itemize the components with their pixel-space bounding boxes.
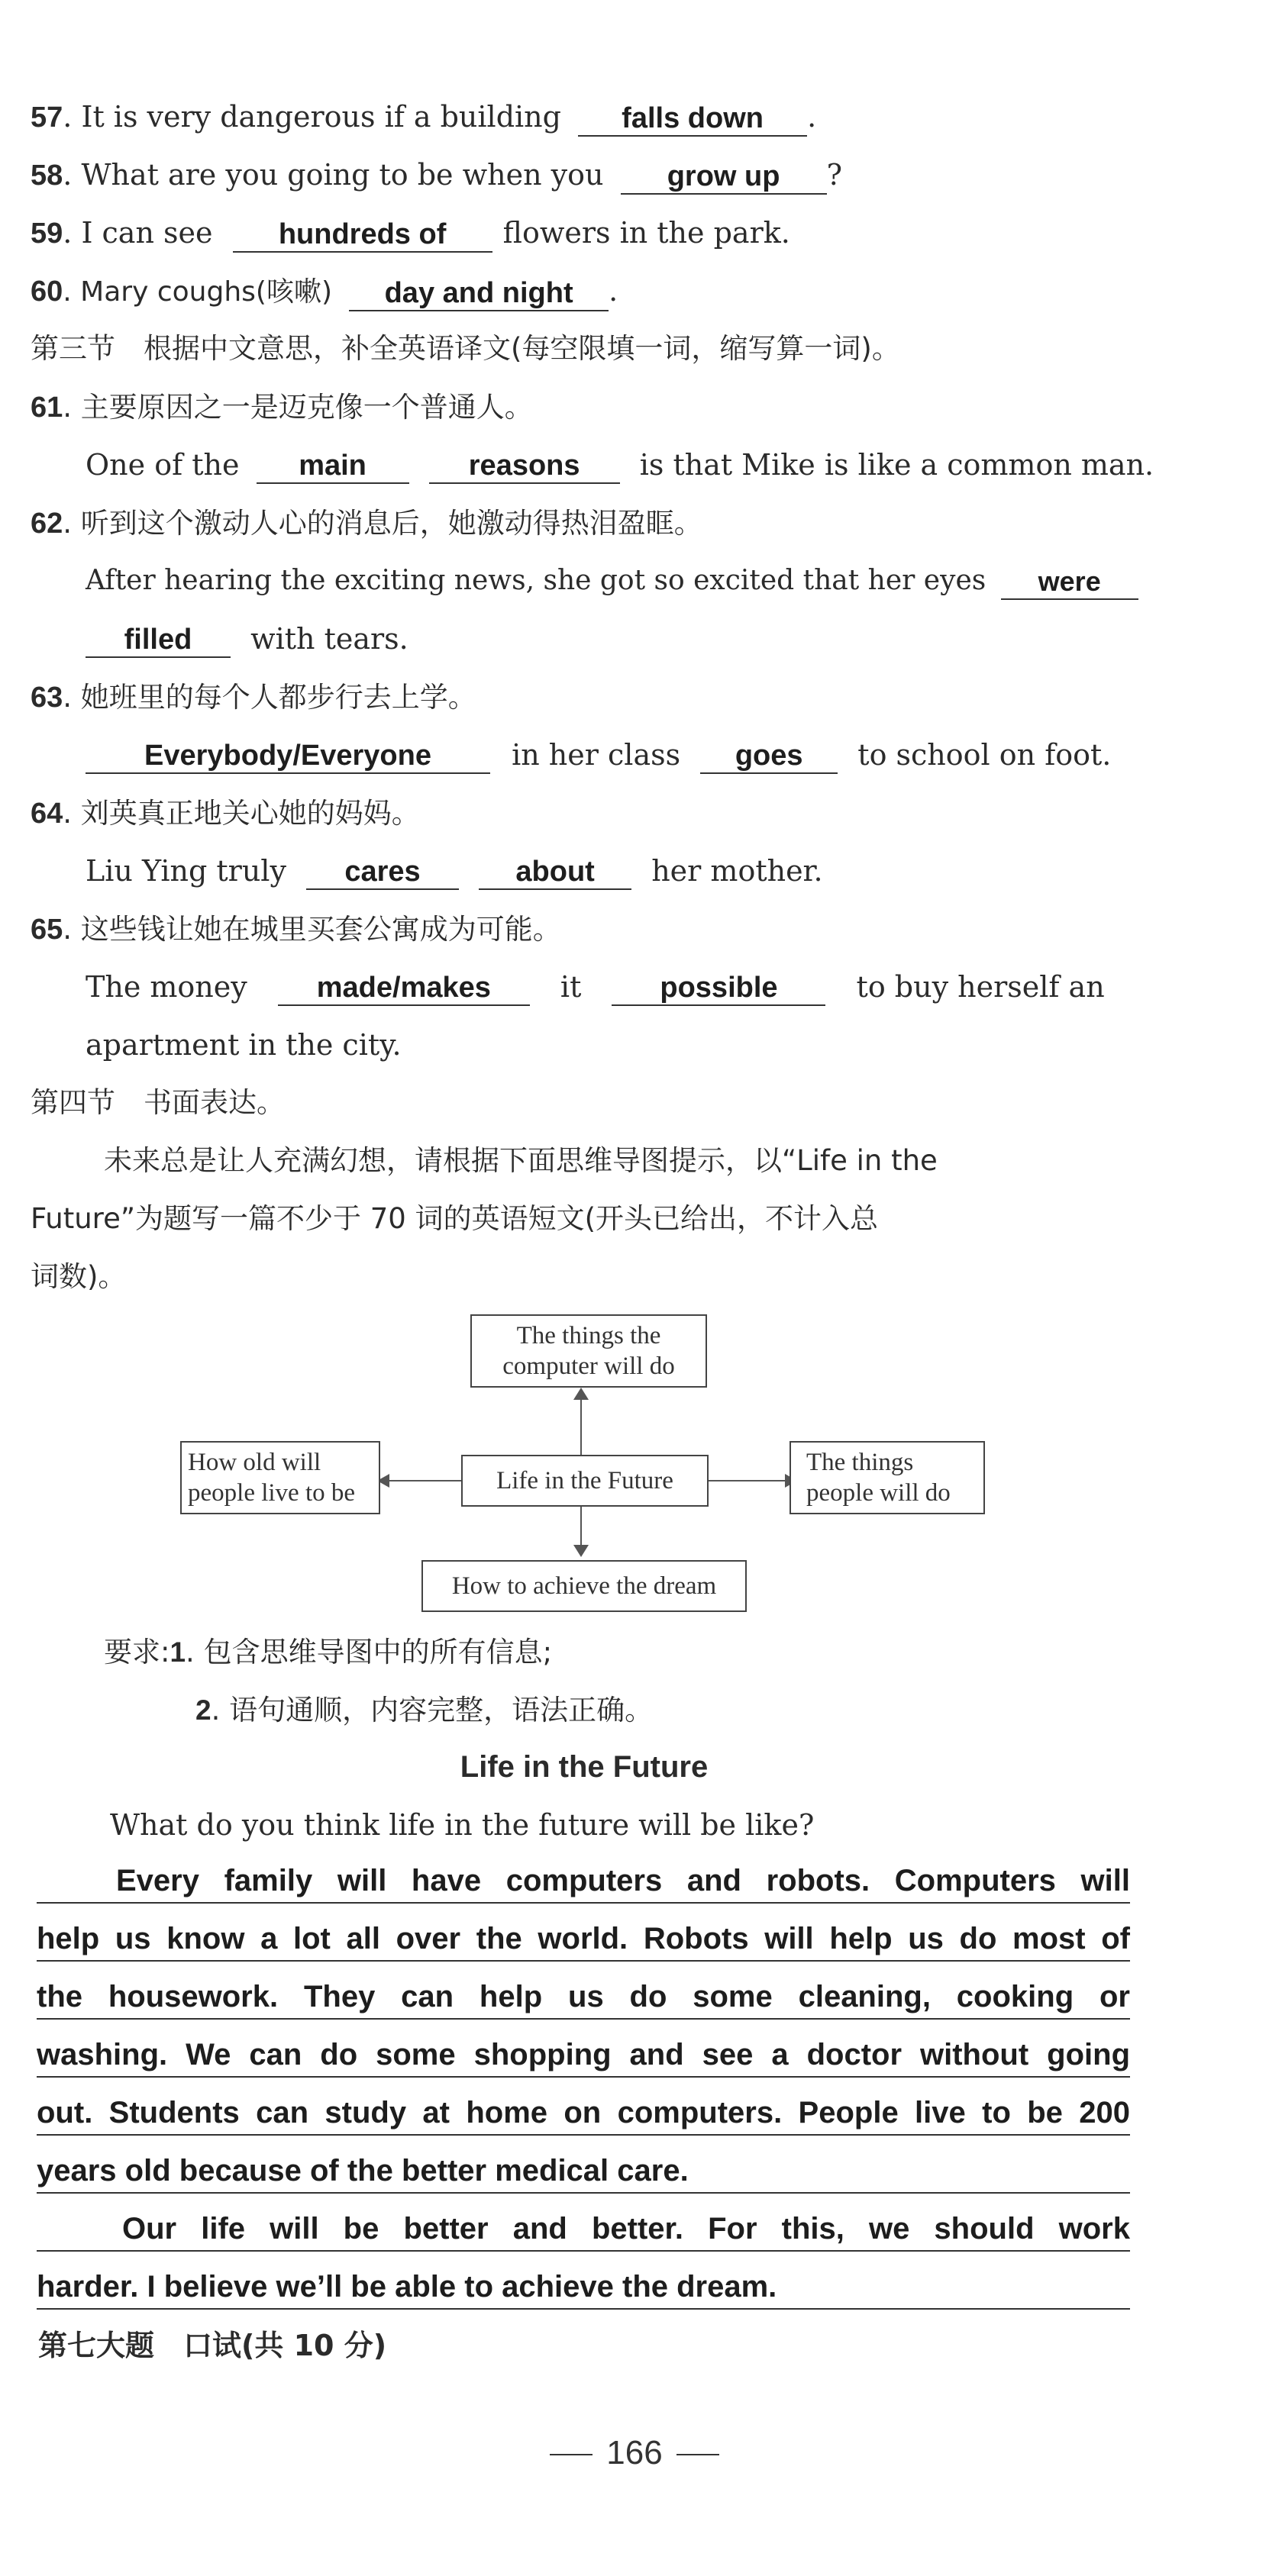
answer-blank: day and night [349,276,609,311]
page-number-dash-right [676,2454,719,2455]
requirement-2 [195,1691,653,1730]
connector-bottom [580,1507,582,1546]
question-65-translation [86,968,1105,1006]
question-58 [31,156,842,195]
question-text-end: flowers in the park. [502,216,790,250]
page-number: 166 [606,2434,663,2471]
question-text: . I can see [63,216,213,250]
question-64-prompt [31,794,420,833]
question-61-translation [86,446,1154,484]
translation-text: it [560,970,582,1004]
requirement-text: . 包含思维导图中的所有信息; [186,1636,553,1668]
answer-blank-1: cares [306,855,459,890]
essay-opening: What do you think life in the future will be like? [110,1808,815,1842]
essay-line-4: washing. We can do some shopping and see a doctor without going [37,2033,1130,2078]
answer-blank-1: main [257,449,409,484]
page-number-dash-left [550,2454,593,2455]
connector-right [709,1480,788,1481]
connector-left [382,1480,461,1481]
requirement-1 [104,1633,552,1672]
question-number: 60 [31,276,63,308]
mindmap-left-node: How old will people live to be [180,1441,380,1514]
page-number-container [0,2432,1269,2474]
question-63-prompt [31,678,476,717]
translation-text: Liu Ying truly [86,854,286,888]
essay-line-7: Our life will be better and better. For this, we should work [37,2207,1130,2252]
translation-text: After hearing the exciting news, she got so excited that her eyes [86,565,986,596]
essay-line-5: out. Students can study at home on computers. People live to be 200 [37,2091,1130,2136]
question-number: 61 [31,392,63,424]
question-57 [31,98,816,137]
section-4-title: 第四节 书面表达。 [31,1086,285,1119]
question-64-translation [86,852,823,890]
question-62-translation [86,562,1138,600]
answer-blank-1: were [1001,565,1138,600]
question-number: 59 [31,218,63,250]
answer-blank-2: reasons [429,449,620,484]
answer-blank-1: made/makes [278,971,530,1006]
essay-line-3: the housework. They can help us do some cleaning, cooking or [37,1975,1130,2020]
requirement-number: 2 [195,1694,212,1726]
question-number: 63 [31,682,63,714]
arrow-down-icon [573,1545,589,1557]
question-62-translation-cont [86,620,408,658]
question-number: 64 [31,798,63,830]
question-text-end: ? [826,158,842,192]
question-62-prompt [31,504,702,543]
answer-blank-2: goes [700,739,838,774]
question-text: . Mary coughs(咳嗽) [63,276,332,308]
question-text: . What are you going to be when you [63,158,604,192]
essay-title: Life in the Future [460,1750,709,1784]
question-59 [31,214,790,253]
section-3-title: 第三节 根据中文意思，补全英语译文(每空限填一词，缩写算一词)。 [31,332,900,365]
section-4-intro-line-2: Future”为题写一篇不少于 70 词的英语短文(开头已给出，不计入总 [31,1202,879,1235]
question-61-prompt [31,388,533,427]
translation-text-end: is that Mike is like a common man. [639,448,1154,482]
answer-blank: falls down [578,102,807,137]
requirement-number: 1 [170,1636,186,1668]
answer-blank-2: about [479,855,631,890]
mindmap-top-node: The things the computer will do [470,1314,707,1388]
chinese-sentence: . 这些钱让她在城里买套公寓成为可能。 [63,913,561,946]
question-text-end: . [807,100,817,134]
answer-blank-1: Everybody/Everyone [86,739,490,774]
mindmap-bottom-node: How to achieve the dream [421,1560,747,1612]
essay-line-6: years old because of the better medical care. [37,2149,1130,2194]
essay-line-1: Every family will have computers and robots. Computers will [37,1859,1130,1904]
answer-blank: hundreds of [233,218,492,253]
section-7-title: 第七大题 口试(共 10 分) [38,2329,387,2362]
answer-blank: grow up [621,160,827,195]
question-number: 57 [31,102,63,134]
chinese-sentence: . 她班里的每个人都步行去上学。 [63,681,476,714]
translation-text-end: to buy herself an [856,970,1105,1004]
section-4-intro-line-1: 未来总是让人充满幻想，请根据下面思维导图提示，以“Life in the [104,1144,938,1177]
question-text: . It is very dangerous if a building [63,100,561,134]
translation-text: One of the [86,448,240,482]
question-number: 62 [31,508,63,540]
section-4-intro-line-3: 词数)。 [31,1260,127,1293]
connector-top [580,1392,582,1456]
chinese-sentence: . 刘英真正地关心她的妈妈。 [63,797,420,830]
translation-text-end: with tears. [250,622,408,656]
mindmap-right-node: The things people will do [789,1441,985,1514]
question-text-end: . [609,274,618,308]
question-number: 58 [31,160,63,192]
question-65-prompt [31,910,561,949]
answer-blank-2: possible [612,971,825,1006]
chinese-sentence: . 主要原因之一是迈克像一个普通人。 [63,391,533,424]
translation-text: in her class [512,738,681,772]
chinese-sentence: . 听到这个激动人心的消息后，她激动得热泪盈眶。 [63,507,702,540]
question-63-translation [86,736,1111,774]
arrow-up-icon [573,1388,589,1400]
question-60 [31,272,618,311]
requirement-text: . 语句通顺，内容完整，语法正确。 [211,1694,654,1726]
essay-line-2: help us know a lot all over the world. Robots will help us do most of [37,1917,1130,1962]
translation-text-end: to school on foot. [857,738,1112,772]
translation-text: The money [86,970,247,1004]
requirements-label: 要求: [104,1636,170,1668]
question-number: 65 [31,914,63,946]
translation-text-end: her mother. [651,854,823,888]
mindmap-center-node: Life in the Future [461,1455,709,1507]
question-65-translation-cont: apartment in the city. [86,1028,402,1062]
essay-line-8: harder. I believe we’ll be able to achieve the dream. [37,2265,1130,2310]
answer-blank-2: filled [86,623,231,658]
